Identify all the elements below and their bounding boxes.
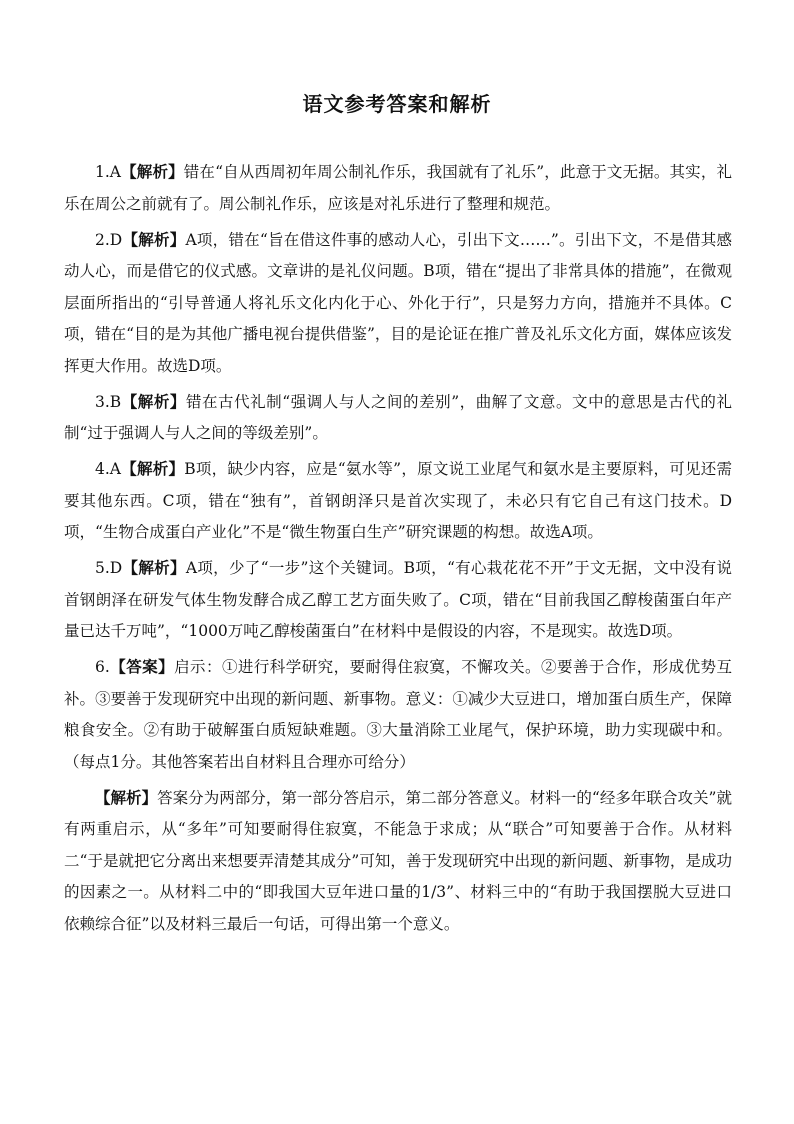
item-label: 4.A — [95, 460, 121, 478]
item-label: 5.D — [95, 559, 123, 577]
answer-item-5 — [64, 552, 732, 648]
item-tag: 【解析】 — [95, 787, 158, 807]
item-tag: 【解析】 — [121, 391, 186, 411]
item-text: A项，错在“旨在借这件事的感动人心，引出下文……”。引出下文，不是借其感动人心，而是借它的仪式感。文章讲的是礼仪问题。B项，错在“提出了非常具体的措施”，在微观层面所指出的“引导普通人将礼乐文化内化于心、外化于行”，只是努力方向，措施并不具体。C项，错在“目的是为其他广播电视台提供借鉴”，目的是论证在推广普及礼乐文化方面，媒体应该发挥更大作用。故选D项。 — [64, 230, 732, 375]
item-tag: 【解析】 — [120, 162, 184, 181]
page-title: 语文参考答案和解析 — [302, 92, 492, 116]
item-label: 6. — [95, 658, 110, 676]
item-text: A项，少了“一步”这个关键词。B项，“有心栽花花不开”于文无据，文中没有说首钢朗泽在研发气体生物发酵合成乙醇工艺方面失败了。C项，错在“目前我国乙醇梭菌蛋白年产量已达千万吨”，“1000万吨乙醇梭菌蛋白”在材料中是假设的内容，不是现实。故选D项。 — [64, 559, 732, 640]
item-label: 1.A — [95, 163, 121, 181]
item-tag: 【答案】 — [109, 657, 175, 676]
item-tag: 【解析】 — [122, 229, 186, 249]
item-text: B项，缺少内容，应是“氨水等”，原文说工业尾气和氨水是主要原料，可见还需要其他东西。C项，错在“独有”，首钢朗泽只是首次实现了，未必只有它自己有这门技术。D项，“生物合成蛋白产业化”不是“微生物蛋白生产”研究课题的构想。故选A项。 — [64, 460, 732, 541]
item-text: 错在“自从西周初年周公制礼作乐，我国就有了礼乐”，此意于文无据。其实，礼乐在周公之前就有了。周公制礼作乐，应该是对礼乐进行了整理和规范。 — [64, 163, 732, 213]
answer-item-6-analysis — [64, 782, 732, 941]
item-tag: 【解析】 — [122, 558, 186, 577]
answer-item-3 — [64, 386, 732, 450]
answer-item-2 — [64, 224, 732, 383]
answer-body — [64, 156, 732, 944]
answer-item-6 — [64, 651, 732, 778]
item-text: 答案分为两部分，第一部分答启示，第二部分答意义。材料一的“经多年联合攻关”就有两重启示，从“多年”可知要耐得住寂寞，不能急于求成；从“联合”可知要善于合作。从材料二“于是就把它分离出来想要弄清楚其成分”可知，善于发现研究中出现的新问题、新事物，是成功的因素之一。从材料二中的“即我国大豆年进口量的1/3”、材料三中的“有助于我国摆脱大豆进口依赖综合征”以及材料三最后一句话，可得出第一个意义。 — [64, 788, 732, 933]
item-label: 3.B — [95, 392, 122, 411]
answer-item-1 — [64, 156, 732, 220]
answer-item-4 — [64, 453, 732, 549]
item-label: 2.D — [95, 230, 123, 249]
item-text: 错在古代礼制“强调人与人之间的差别”，曲解了文意。文中的意思是古代的礼制“过于强调人与人之间的等级差别”。 — [64, 392, 732, 442]
item-text: 启示：①进行科学研究，要耐得住寂寞，不懈攻关。②要善于合作，形成优势互补。③要善于发现研究中出现的新问题、新事物。意义：①减少大豆进口，增加蛋白质生产，保障粮食安全。②有助于破解蛋白质短缺难题。③大量消除工业尾气，保护环境，助力实现碳中和。（每点1分。其他答案若出自材料且合理亦可给分） — [64, 658, 732, 771]
item-tag: 【解析】 — [120, 459, 185, 478]
